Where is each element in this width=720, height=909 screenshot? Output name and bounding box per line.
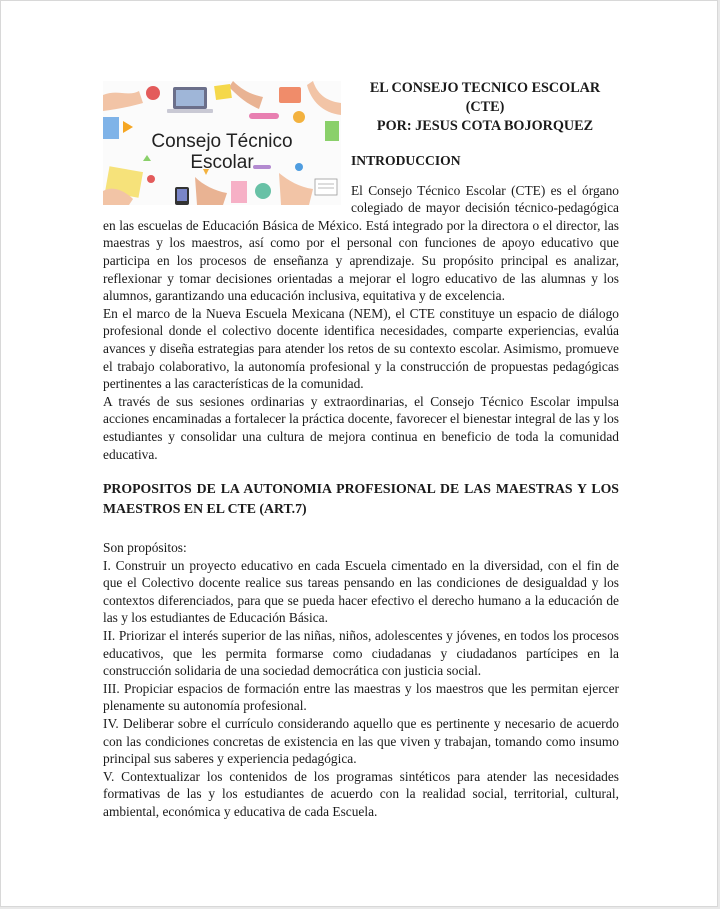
intro-paragraph-2: En el marco de la Nueva Escuela Mexicana (NEM), el CTE constituye un espacio de diálogo profesional donde el colectivo docente identifica necesidades, comparte experiencias, evalúa avances y diseña estrategias para atender los retos de su contexto escolar. Asimismo, promueve el trabajo colaborativo, la autonomía profesional y la construcción de propuestas pedagógicas pertinentes a las características de la comunidad. <box>103 305 619 392</box>
purposes-intro: Son propósitos: <box>103 540 187 556</box>
purpose-item-4: IV. Deliberar sobre el currículo considerando aquello que es pertinente y necesario de acuerdo con las condiciones concretas de existencia en las que viven y trabajan, tomando como insumo principal sus saberes y experiencia pedagógica. <box>103 716 619 767</box>
purpose-item-5: V. Contextualizar los contenidos de los programas sintéticos para atender las necesidades formativas de las y los estudiantes de acuerdo con la realidad social, territorial, cultural, ambiental, económica y educativa de cada Escuela. <box>103 768 619 819</box>
document-body <box>103 79 619 821</box>
purpose-item-2: II. Priorizar el interés superior de las niñas, niños, adolescentes y jóvenes, en todos los procesos educativos, que les permita formarse como ciudadanas y ciudadanos partícipes en la construcción solidaria de una sociedad democrática con justicia social. <box>103 628 619 679</box>
banner-caption <box>103 131 341 173</box>
title-author: POR: JESUS COTA BOJORQUEZ <box>376 118 594 134</box>
banner-line-2: Escolar <box>190 152 254 173</box>
document-title <box>351 79 619 136</box>
purpose-item-3: III. Propiciar espacios de formación entre las maestras y los maestros que les permitan ejercer plenamente su autonomía profesional. <box>103 680 619 714</box>
title-line-1: EL CONSEJO TECNICO ESCOLAR <box>369 80 601 96</box>
title-line-2: (CTE) <box>465 99 505 115</box>
intro-paragraph-1: El Consejo Técnico Escolar (CTE) es el órgano colegiado de mayor decisión técnico-pedagógica en las escuelas de Educación Básica de México. Está integrado por la directora o el director, las maestras y los maestros, así como por el personal con funciones de apoyo educativo que participa en los procesos de enseñanza y aprendizaje. Su propósito principal es analizar, reflexionar y tomar decisiones orientadas a mejorar el logro educativo de las alumnas y los alumnos, garantizando una educación inclusiva, equitativa y de excelencia. <box>103 182 619 304</box>
intro-paragraph-3: A través de sus sesiones ordinarias y extraordinarias, el Consejo Técnico Escolar impulsa acciones encaminadas a fortalecer la práctica docente, favorecer el bienestar integral de las y los estudiantes y consolidar una cultura de mejora continua en beneficio de toda la comunidad educativa. <box>103 393 619 462</box>
banner-line-1: Consejo Técnico <box>151 131 293 152</box>
intro-heading: INTRODUCCION <box>351 153 461 168</box>
purpose-item-1: I. Construir un proyecto educativo en cada Escuela cimentado en la diversidad, con el fin de que el Colectivo docente realice sus tareas pensando en las condiciones de desigualdad y los contextos diferenciados, para que se pueda hacer efectivo el derecho humano a la educación de las y los estudiantes de Educación Básica. <box>103 557 619 626</box>
cte-banner-image <box>103 81 341 205</box>
section-heading: PROPOSITOS DE LA AUTONOMIA PROFESIONAL DE LAS MAESTRAS Y LOS MAESTROS EN EL CTE (ART.7) <box>103 481 619 517</box>
